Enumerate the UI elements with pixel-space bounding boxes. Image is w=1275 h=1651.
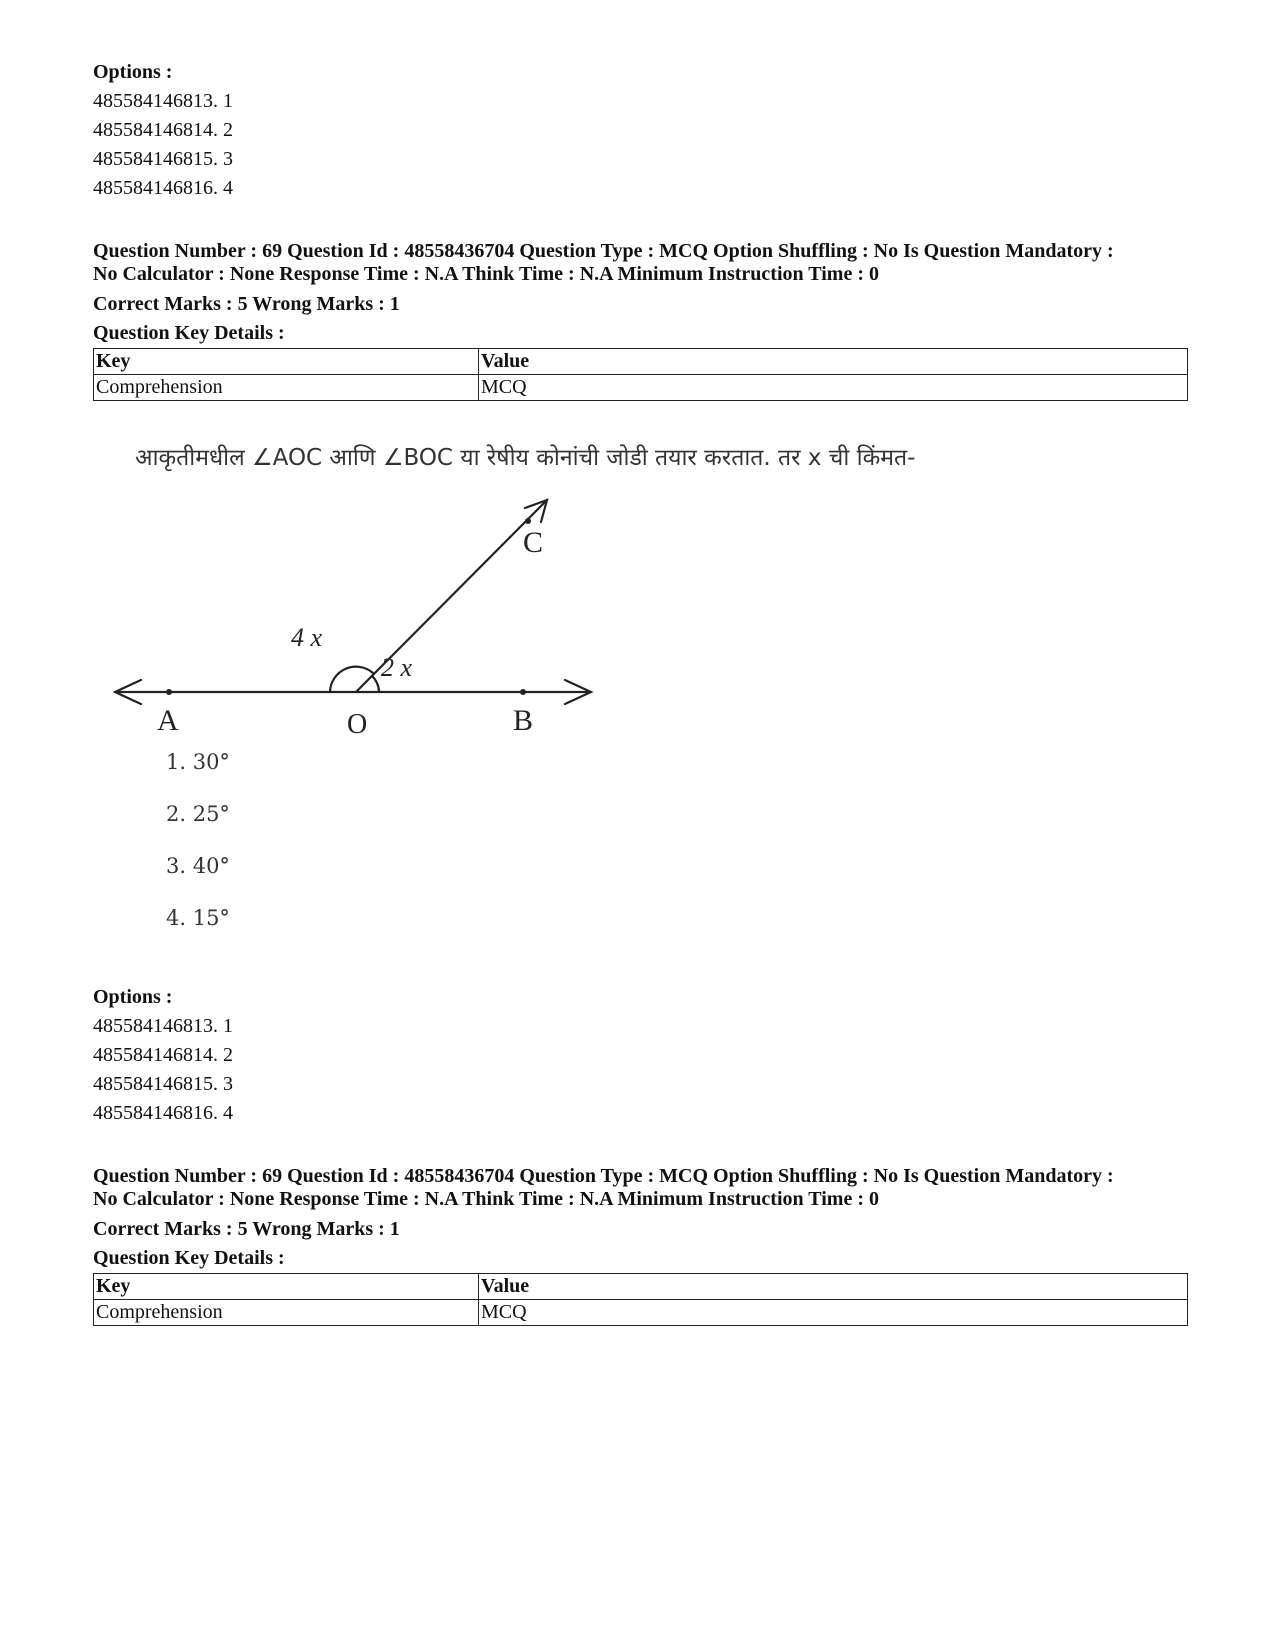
question-meta-block <box>93 240 1188 401</box>
question-meta-line: No Calculator : None Response Time : N.A Think Time : N.A Minimum Instruction Time : 0 <box>93 263 879 285</box>
question-image <box>113 440 933 960</box>
question-meta-line: No Calculator : None Response Time : N.A Think Time : N.A Minimum Instruction Time : 0 <box>93 1188 879 1210</box>
table-cell: MCQ <box>479 1300 1188 1326</box>
options-heading: Options : <box>93 986 173 1008</box>
table-header-cell: Key <box>94 1274 479 1300</box>
options-list-top <box>93 58 1188 203</box>
table-cell: Comprehension <box>94 1300 479 1326</box>
options-list-middle <box>93 983 1188 1128</box>
label-angle-boc: 2 x <box>381 653 413 682</box>
answer-choice: 1. 30° <box>166 750 230 774</box>
angle-arc-boc <box>372 676 379 692</box>
angle-diagram <box>113 480 933 780</box>
option-item: 485584146815. 3 <box>93 1073 233 1095</box>
table-header-cell: Key <box>94 349 479 375</box>
options-heading: Options : <box>93 61 173 83</box>
table-cell: Comprehension <box>94 375 479 401</box>
table-header-row <box>94 1274 1188 1300</box>
answer-choice: 4. 15° <box>166 906 230 930</box>
question-text: आकृतीमधील ∠AOC आणि ∠BOC या रेषीय कोनांची जोडी तयार करतात. तर x ची किंमत- <box>135 445 916 471</box>
table-row <box>94 1300 1188 1326</box>
table-header-cell: Value <box>479 349 1188 375</box>
table-row <box>94 375 1188 401</box>
answer-choice: 3. 40° <box>166 854 230 878</box>
option-item: 485584146813. 1 <box>93 1015 233 1037</box>
key-details-heading: Question Key Details : <box>93 322 285 344</box>
point-a <box>166 689 172 695</box>
option-item: 485584146816. 4 <box>93 177 233 199</box>
label-b: B <box>513 704 534 737</box>
option-item: 485584146816. 4 <box>93 1102 233 1124</box>
point-b <box>520 689 526 695</box>
table-header-row <box>94 349 1188 375</box>
question-meta-line: Question Number : 69 Question Id : 48558436704 Question Type : MCQ Option Shuffling : No Is Question Mandatory : <box>93 1165 1114 1187</box>
key-details-table <box>93 1273 1188 1326</box>
option-item: 485584146815. 3 <box>93 148 233 170</box>
option-item: 485584146814. 2 <box>93 119 233 141</box>
label-o: O <box>347 709 368 740</box>
table-header-cell: Value <box>479 1274 1188 1300</box>
question-meta-block <box>93 1165 1188 1326</box>
key-details-table <box>93 348 1188 401</box>
label-angle-aoc: 4 x <box>291 623 323 652</box>
table-cell: MCQ <box>479 375 1188 401</box>
label-c: C <box>523 526 544 559</box>
marks-line: Correct Marks : 5 Wrong Marks : 1 <box>93 293 400 315</box>
angle-arc-aoc <box>330 667 373 692</box>
question-meta-line: Question Number : 69 Question Id : 48558436704 Question Type : MCQ Option Shuffling : No Is Question Mandatory : <box>93 240 1114 262</box>
label-a: A <box>157 704 179 737</box>
marks-line: Correct Marks : 5 Wrong Marks : 1 <box>93 1218 400 1240</box>
option-item: 485584146814. 2 <box>93 1044 233 1066</box>
option-item: 485584146813. 1 <box>93 90 233 112</box>
answer-choice: 2. 25° <box>166 802 230 826</box>
point-c <box>525 518 531 524</box>
key-details-heading: Question Key Details : <box>93 1247 285 1269</box>
